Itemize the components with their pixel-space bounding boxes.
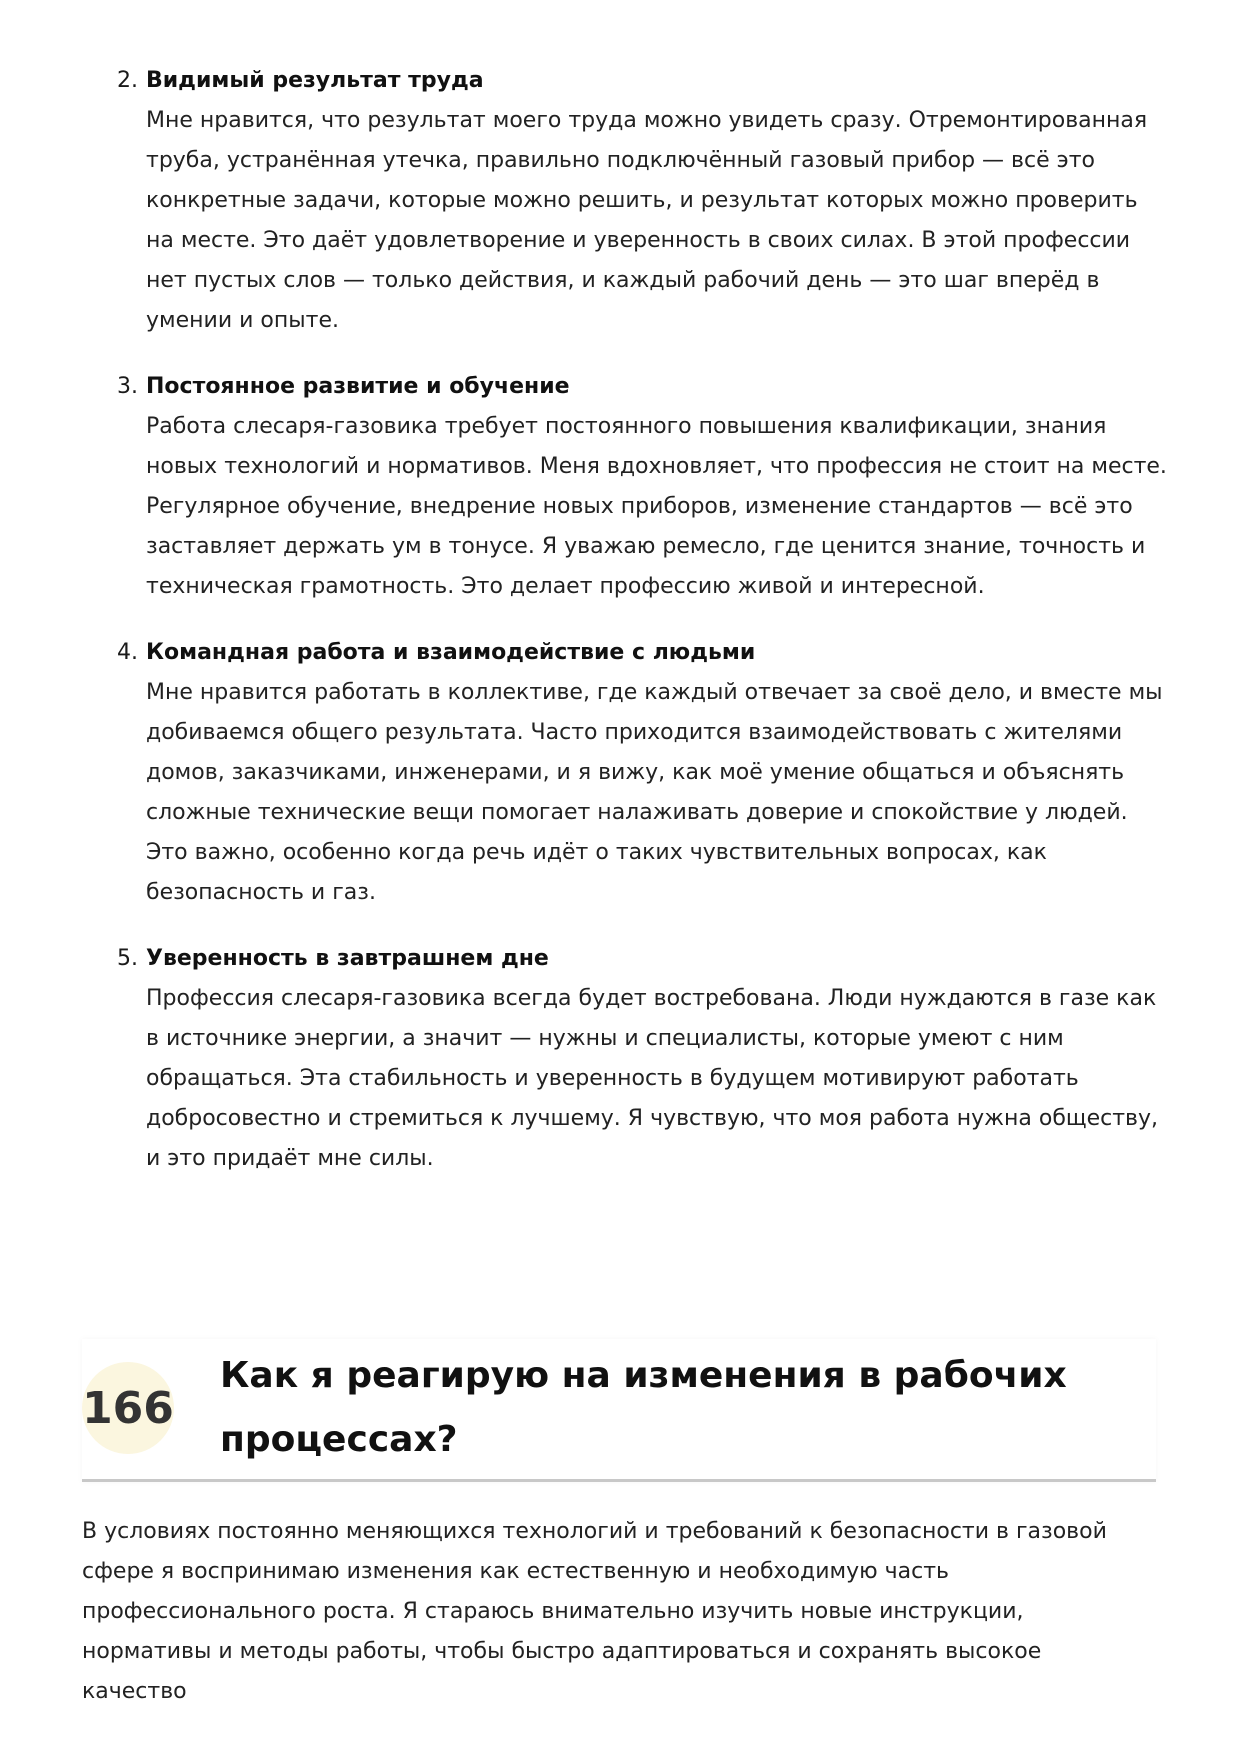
list-item-number: 5.	[117, 946, 138, 971]
list-item-title: Постоянное развитие и обучение	[146, 374, 570, 399]
section-header	[82, 1339, 1156, 1482]
list-item-number: 2.	[117, 68, 138, 93]
list-item-number: 4.	[117, 640, 138, 665]
list-item-text: Мне нравится, что результат моего труда можно увидеть сразу. Отремонтированная труба, устранённая утечка, правильно подключённый газовый прибор — всё это конкретные задачи, которые можно решить, и результат которых можно проверить на месте. Это даёт удовлетворение и уверенность в своих силах. В этой профессии нет пустых слов — только действия, и каждый рабочий день — это шаг вперёд в умении и опыте.	[146, 108, 1148, 333]
numbered-list	[117, 61, 1172, 1205]
list-item	[117, 61, 1172, 341]
list-item	[117, 939, 1172, 1179]
section-title: Как я реагирую на изменения в рабочих процессах?	[220, 1355, 1067, 1460]
list-item-text: Мне нравится работать в коллективе, где каждый отвечает за своё дело, и вместе мы добиваемся общего результата. Часто приходится взаимодействовать с жителями домов, заказчиками, инженерами, и я вижу, как моё умение общаться и объяснять сложные технические вещи помогает налаживать доверие и спокойствие у людей. Это важно, особенно когда речь идёт о таких чувствительных вопросах, как безопасность и газ.	[146, 680, 1163, 905]
list-item-title: Командная работа и взаимодействие с людьми	[146, 640, 756, 665]
list-item-text: Работа слесаря-газовика требует постоянного повышения квалификации, знания новых технологий и нормативов. Меня вдохновляет, что профессия не стоит на месте. Регулярное обучение, внедрение новых приборов, изменение стандартов — всё это заставляет держать ум в тонусе. Я уважаю ремесло, где ценится знание, точность и техническая грамотность. Это делает профессию живой и интересной.	[146, 414, 1167, 599]
list-item	[117, 633, 1172, 913]
list-item-number: 3.	[117, 374, 138, 399]
list-item-text: Профессия слесаря-газовика всегда будет востребована. Люди нуждаются в газе как в источнике энергии, а значит — нужны и специалисты, которые умеют с ним обращаться. Эта стабильность и уверенность в будущем мотивируют работать добросовестно и стремиться к лучшему. Я чувствую, что моя работа нужна обществу, и это придаёт мне силы.	[146, 986, 1159, 1171]
list-item-title: Видимый результат труда	[146, 68, 484, 93]
body-paragraph: В условиях постоянно меняющихся технологий и требований к безопасности в газовой сфере я воспринимаю изменения как естественную и необходимую часть профессионального роста. Я стараюсь внимательно изучить новые инструкции, нормативы и методы работы, чтобы быстро адаптироваться и сохранять высокое качество	[82, 1519, 1107, 1704]
section-number-badge: 166	[82, 1362, 174, 1454]
list-item	[117, 367, 1172, 607]
list-item-title: Уверенность в завтрашнем дне	[146, 946, 549, 971]
